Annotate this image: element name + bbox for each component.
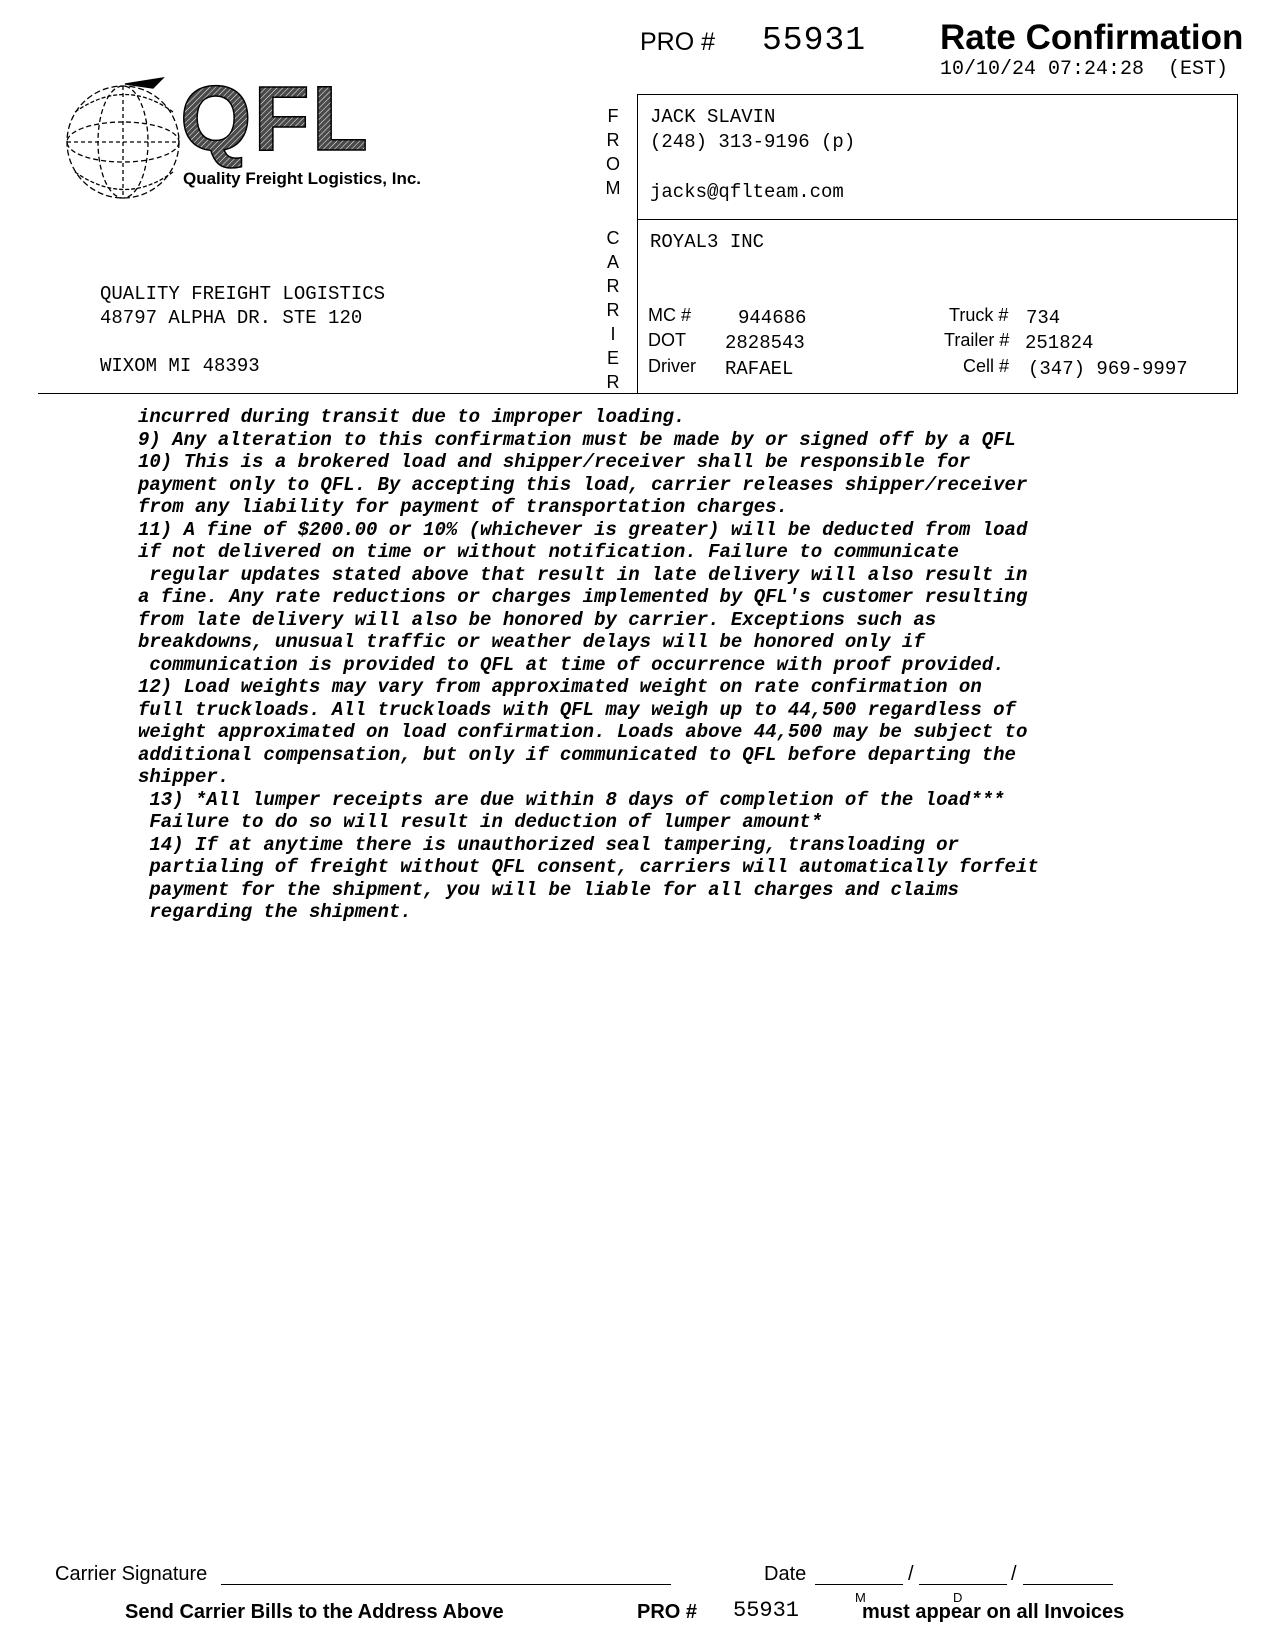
terms-line: 14) If at anytime there is unauthorized seal tampering, transloading or: [138, 833, 959, 856]
carrier-letter: R: [606, 300, 620, 320]
carrier-letter: R: [606, 372, 620, 392]
terms-line: if not delivered on time or without notification. Failure to communicate: [138, 541, 959, 563]
from-box: [637, 94, 1238, 220]
trailer-label: Trailer #: [944, 330, 1010, 350]
terms-line: a fine. Any rate reductions or charges implemented by QFL's customer resulting: [138, 586, 1028, 608]
terms-line: regular updates stated above that result in late delivery will also result in: [138, 563, 1028, 586]
terms-line: partialing of freight without QFL consent, carriers will automatically forfeit: [138, 856, 1039, 878]
driver-name: RAFAEL: [725, 358, 794, 380]
carrier-letter: E: [606, 348, 619, 368]
truck-label: Truck #: [949, 305, 1009, 325]
dot-label: DOT: [648, 330, 686, 350]
dot-number: 2828543: [725, 332, 805, 354]
date-day-label: D: [953, 1590, 963, 1605]
from-letter: O: [605, 154, 620, 174]
truck-number: 734: [1026, 307, 1061, 329]
date-separator: /: [1011, 1563, 1017, 1585]
carrier-name: ROYAL3 INC: [650, 231, 765, 253]
carrier-letter: I: [610, 324, 616, 344]
company-name: QUALITY FREIGHT LOGISTICS: [100, 283, 386, 305]
company-address-line2: WIXOM MI 48393: [100, 355, 260, 377]
driver-label: Driver: [648, 356, 696, 376]
terms-and-conditions: [138, 406, 1248, 924]
invoice-notice: must appear on all Invoices: [862, 1601, 1125, 1623]
terms-line: regarding the shipment.: [138, 901, 412, 923]
from-vertical-label: [601, 104, 625, 200]
footer-pro-number: 55931: [733, 1598, 800, 1623]
logo-letters: QFL: [180, 72, 370, 170]
cell-label: Cell #: [963, 356, 1010, 376]
header-divider: [38, 393, 1238, 394]
terms-line: payment only to QFL. By accepting this load, carrier releases shipper/receiver: [138, 473, 1028, 496]
document-datetime: 10/10/24 07:24:28 (EST): [940, 58, 1229, 81]
date-year-line[interactable]: [1023, 1584, 1113, 1585]
from-letter: F: [607, 106, 619, 126]
from-contact-name: JACK SLAVIN: [650, 106, 776, 128]
trailer-number: 251824: [1025, 332, 1094, 354]
terms-line: 11) A fine of $200.00 or 10% (whichever is greater) will be deducted from load: [138, 518, 1028, 541]
carrier-letter: R: [606, 276, 620, 296]
terms-line: full truckloads. All truckloads with QFL may weigh up to 44,500 regardless of: [138, 698, 1016, 721]
terms-line: additional compensation, but only if communicated to QFL before departing the: [138, 743, 1016, 766]
date-month-label: M: [855, 1590, 866, 1605]
terms-line: breakdowns, unusual traffic or weather delays will be honored only if: [138, 631, 925, 653]
terms-line: 10) This is a brokered load and shipper/receiver shall be responsible for: [138, 451, 971, 473]
mc-label: MC #: [648, 305, 692, 325]
terms-line: Failure to do so will result in deduction of lumper amount*: [138, 811, 823, 833]
carrier-letter: A: [606, 252, 619, 272]
company-address: [100, 282, 385, 378]
document-title: Rate Confirmation: [940, 18, 1244, 57]
carrier-box: [637, 218, 1238, 394]
terms-line: communication is provided to QFL at time of occurrence with proof provided.: [138, 653, 1005, 676]
date-label: Date: [764, 1563, 807, 1585]
terms-line: payment for the shipment, you will be liable for all charges and claims: [138, 878, 959, 901]
logo-tagline: Quality Freight Logistics, Inc.: [183, 169, 422, 188]
pro-number: 55931: [762, 22, 867, 59]
company-address-line1: 48797 ALPHA DR. STE 120: [100, 307, 363, 329]
carrier-signature-line[interactable]: [221, 1584, 671, 1585]
qfl-logo: [55, 72, 425, 217]
terms-line: from late delivery will also be honored by carrier. Exceptions such as: [138, 608, 937, 631]
carrier-signature-label: Carrier Signature: [55, 1563, 208, 1585]
carrier-letter: C: [606, 228, 620, 248]
terms-line: 12) Load weights may vary from approximated weight on rate confirmation on: [138, 676, 982, 698]
mc-number: 944686: [738, 307, 807, 329]
terms-line: weight approximated on load confirmation. Loads above 44,500 may be subject to: [138, 721, 1028, 743]
footer-pro-label: PRO #: [637, 1601, 698, 1623]
globe-icon: [67, 78, 179, 198]
date-month-line[interactable]: [815, 1584, 903, 1585]
terms-line: shipper.: [138, 766, 230, 788]
terms-line: from any liability for payment of transportation charges.: [138, 496, 788, 518]
driver-cell-phone: (347) 969-9997: [1028, 358, 1188, 380]
from-letter: M: [605, 178, 621, 198]
terms-line: incurred during transit due to improper loading.: [138, 406, 686, 428]
terms-line: 9) Any alteration to this confirmation must be made by or signed off by a QFL: [138, 428, 1016, 451]
from-letter: R: [606, 130, 620, 150]
from-contact-email: jacks@qflteam.com: [650, 181, 844, 203]
send-bills-notice: Send Carrier Bills to the Address Above: [125, 1601, 504, 1623]
date-separator: /: [908, 1563, 914, 1585]
carrier-vertical-label: [601, 226, 625, 394]
from-contact-phone: (248) 313-9196 (p): [650, 131, 856, 153]
date-day-line[interactable]: [919, 1584, 1007, 1585]
terms-line: 13) *All lumper receipts are due within 8 days of completion of the load***: [138, 788, 1005, 811]
pro-label: PRO #: [640, 28, 716, 56]
